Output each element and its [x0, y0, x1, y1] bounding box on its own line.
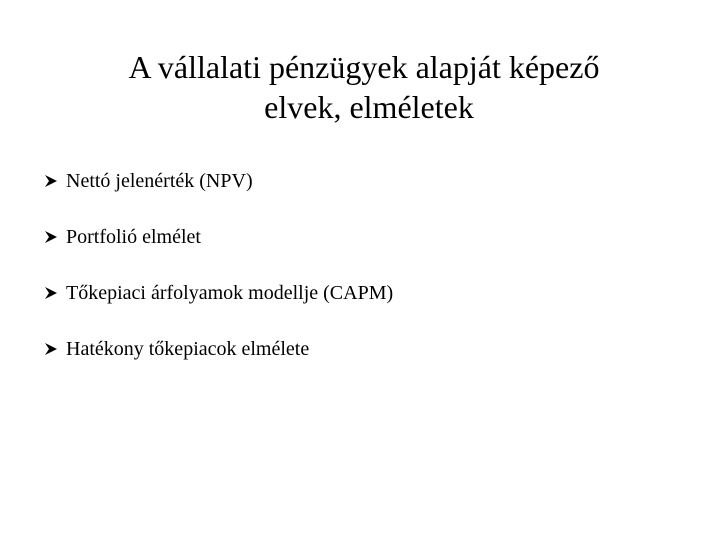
slide-title-line-2: elvek, elméletek — [264, 89, 474, 126]
arrow-bullet-icon — [44, 278, 60, 308]
bullet-text: Tőkepiaci árfolyamok modellje (CAPM) — [66, 282, 394, 304]
arrow-bullet-icon — [44, 334, 60, 364]
bullet-text: Portfolió elmélet — [66, 226, 201, 248]
arrow-bullet-icon — [44, 222, 60, 252]
slide-title — [0, 47, 720, 127]
arrow-bullet-icon — [44, 166, 60, 196]
bullet-text: Nettó jelenérték (NPV) — [66, 170, 253, 192]
bullet-text: Hatékony tőkepiacok elmélete — [66, 338, 310, 360]
slide-title-line-1: A vállalati pénzügyek alapját képező — [128, 49, 600, 86]
